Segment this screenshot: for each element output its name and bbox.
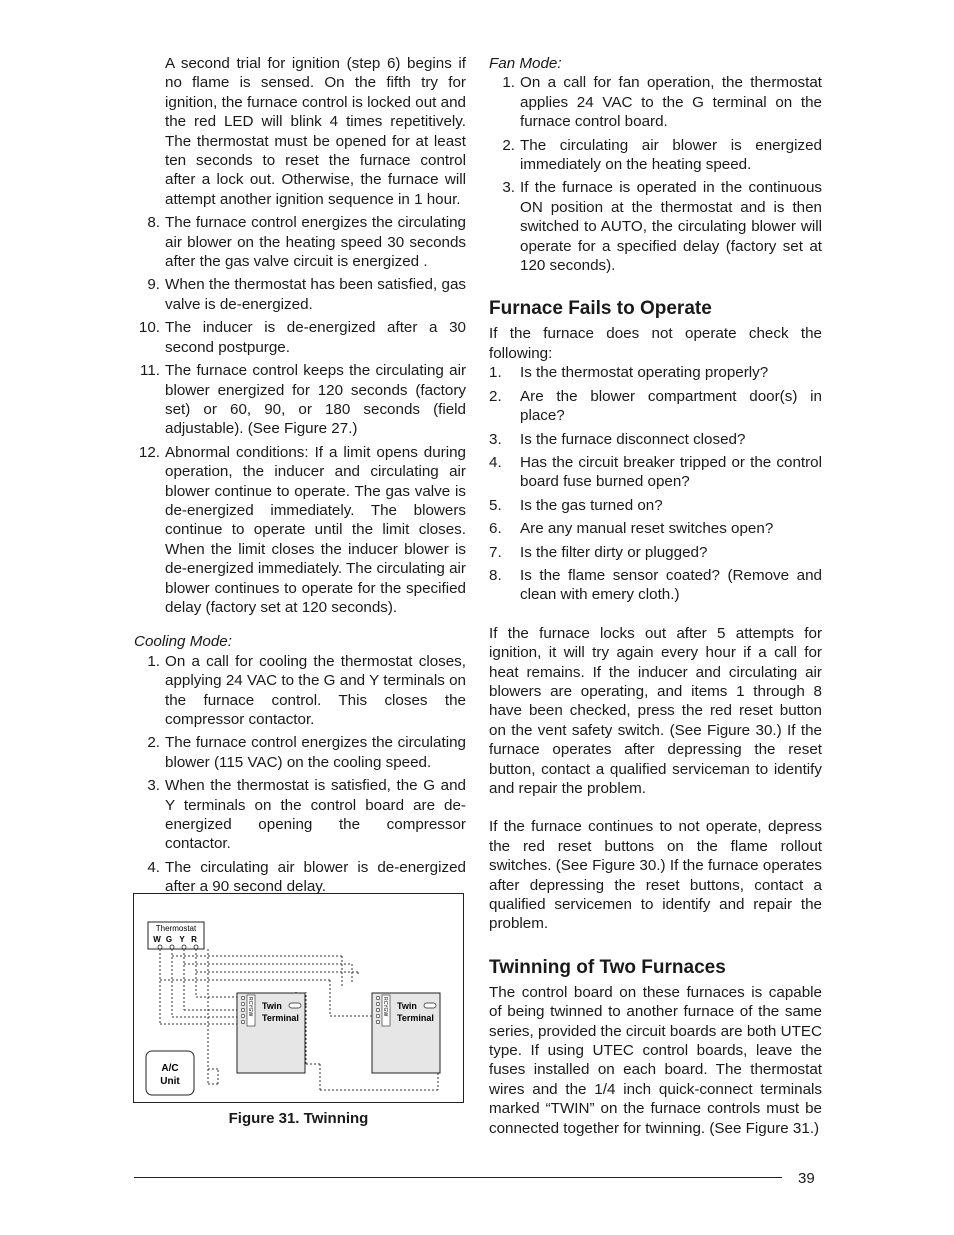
cooling-mode-title: Cooling Mode: xyxy=(134,633,232,651)
twin-label-1: Twin xyxy=(262,1001,282,1011)
cooling-step-number: 4. xyxy=(147,858,160,876)
check-item-text: Is the furnace disconnect closed? xyxy=(520,430,746,448)
left-column xyxy=(134,54,466,897)
heating-step xyxy=(134,443,466,618)
check-item xyxy=(489,453,822,492)
furnace-fails-intro: If the furnace does not operate check the following: xyxy=(489,325,822,362)
ac-unit-label-line2: Unit xyxy=(160,1076,180,1087)
cooling-step-number: 1. xyxy=(147,652,160,670)
heating-step-text: The furnace control energizes the circulating air blower on the heating speed 30 seconds after the gas valve circuit is energized . xyxy=(165,214,466,271)
heating-step-number: 9. xyxy=(147,276,160,294)
heating-step-text: The furnace control keeps the circulating air blower energized for 120 seconds (factory set) or 60, 90, or 180 seconds (field adjustable). (See Figure 27.) xyxy=(165,362,466,438)
figure-caption: Figure 31. Twinning xyxy=(228,1110,369,1127)
terminal-g: G xyxy=(165,935,173,944)
heating-step xyxy=(134,361,466,439)
check-item-text: Is the thermostat operating properly? xyxy=(520,364,769,382)
heating-step-text: When the thermostat has been satisfied, gas valve is de-energized. xyxy=(165,276,466,313)
thermostat-label: Thermostat xyxy=(155,924,197,933)
twinning-paragraph: The control board on these furnaces is capable of being twinned to another furnace of the same series, provided the circuit boards are both UTEC type. If using UTEC control boards, leave the fuses installed on each board. The thermostat wires and the 1/4 inch quick-connect terminals marked “TWIN” on the furnace controls must be connected together for twinning. (See Figure 31.) xyxy=(489,983,822,1137)
footer-rule xyxy=(134,1177,782,1178)
heating-step-number: 8. xyxy=(147,214,160,232)
lockout-paragraph: If the furnace locks out after 5 attempts for ignition, it will try again every hour if a call for heat remains. If the inducer and circulating air blowers are operating, and items 1 through 8 have been checked, press the red reset button on the vent safety switch. (See Figure 30.) If the furnace operates after depressing the reset button, contact a qualified serviceman to identify and repair the problem. xyxy=(489,624,822,797)
board-2-terminal-letters: RCYGW xyxy=(382,997,388,1017)
fan-step-number: 3. xyxy=(502,179,515,197)
check-item xyxy=(489,430,822,449)
heating-step xyxy=(134,275,466,314)
fan-step xyxy=(489,73,822,131)
heating-step-number: 12. xyxy=(138,443,160,461)
fan-mode-title: Fan Mode: xyxy=(489,55,562,72)
right-column xyxy=(489,54,822,1138)
check-item xyxy=(489,519,822,538)
fan-step xyxy=(489,178,822,275)
cooling-step xyxy=(134,652,466,730)
cooling-step xyxy=(134,858,466,897)
twin-label-2: Twin xyxy=(397,1001,417,1011)
heating-step xyxy=(134,213,466,271)
heating-step-text: Abnormal conditions: If a limit opens during operation, the inducer and circulating air blower continue to operate. The gas valve is de-energized immediately. The blowers continue to operate until the limit closes. When the limit closes the inducer blower is de-energized immediately. The circulating air blower continues to operate for the specified delay (factory set at 120 seconds). xyxy=(165,443,466,616)
check-item-text: Are the blower compartment door(s) in place? xyxy=(520,387,822,425)
check-item-number: 4. xyxy=(489,453,502,471)
heating-step-number: 10. xyxy=(138,319,160,337)
check-item-text: Is the filter dirty or plugged? xyxy=(520,543,708,561)
fan-step-text: If the furnace is operated in the continuous ON position at the thermostat and is then switched to AUTO, the circulating blower will operate for a specified delay (factory set at 120 seconds). xyxy=(520,179,822,275)
twinning-wiring-diagram xyxy=(134,894,465,1104)
furnace-fails-heading: Furnace Fails to Operate xyxy=(489,298,712,320)
cooling-step-text: The circulating air blower is de-energized after a 90 second delay. xyxy=(165,858,466,896)
check-item xyxy=(489,363,822,382)
fan-step xyxy=(489,136,822,175)
heating-step xyxy=(134,318,466,357)
heating-step-text: The inducer is de-energized after a 30 second postpurge. xyxy=(165,319,466,356)
check-item xyxy=(489,496,822,515)
terminal-w: W xyxy=(153,935,161,944)
terminal-label-1: Terminal xyxy=(262,1013,299,1023)
continues-paragraph: If the furnace continues to not operate, depress the red reset buttons on the flame rollout switches. (See Figure 30.) If the furnace operates after depressing the reset buttons, contact a qualified servicemen to identify and repair the problem. xyxy=(489,818,822,933)
cooling-step-text: When the thermostat is satisfied, the G and Y terminals on the control board are de-energized opening the compressor contactor. xyxy=(165,777,466,853)
check-item-number: 5. xyxy=(489,496,502,514)
check-item xyxy=(489,543,822,562)
check-item-text: Are any manual reset switches open? xyxy=(520,520,774,538)
fan-step-text: The circulating air blower is energized immediately on the heating speed. xyxy=(520,136,822,174)
twinning-heading: Twinning of Two Furnaces xyxy=(489,956,726,978)
ac-unit-label-line1: A/C xyxy=(161,1063,179,1074)
cooling-step-number: 3. xyxy=(147,777,160,795)
check-item xyxy=(489,566,822,605)
fan-step-number: 2. xyxy=(502,136,515,154)
cooling-step xyxy=(134,733,466,772)
fan-step-number: 1. xyxy=(502,74,515,92)
terminal-label-2: Terminal xyxy=(397,1013,434,1023)
twinning-figure xyxy=(133,893,464,1103)
terminal-y: Y xyxy=(179,935,185,944)
heating-step-number: 11. xyxy=(140,362,160,380)
cooling-step-text: The furnace control energizes the circulating blower (115 VAC) on the cooling speed. xyxy=(165,734,466,771)
check-item-text: Is the flame sensor coated? (Remove and clean with emery cloth.) xyxy=(520,566,822,604)
cooling-step-number: 2. xyxy=(147,734,160,752)
ignition-retry-paragraph: A second trial for ignition (step 6) begins if no flame is sensed. On the fifth try for ignition, the furnace control is locked out and the red LED will blink 4 times repetitively. The thermostat must be opened for at least ten seconds to reset the furnace control after a lock out. Otherwise, the furnace will attempt another ignition sequence in 1 hour. xyxy=(165,55,466,208)
check-item-number: 6. xyxy=(489,520,502,538)
check-item-number: 8. xyxy=(489,566,502,584)
check-item-number: 3. xyxy=(489,430,502,448)
cooling-step xyxy=(134,776,466,854)
fan-step-text: On a call for fan operation, the thermostat applies 24 VAC to the G terminal on the furnace control board. xyxy=(520,74,822,131)
cooling-step-text: On a call for cooling the thermostat closes, applying 24 VAC to the G and Y terminals on the furnace control. This closes the compressor contactor. xyxy=(165,652,466,728)
check-item-text: Is the gas turned on? xyxy=(520,496,663,514)
check-item xyxy=(489,387,822,426)
page-number: 39 xyxy=(798,1170,815,1187)
terminal-r: R xyxy=(191,935,197,944)
check-item-number: 7. xyxy=(489,543,502,561)
check-item-number: 2. xyxy=(489,387,502,405)
check-item-number: 1. xyxy=(489,364,502,382)
check-item-text: Has the circuit breaker tripped or the control board fuse burned open? xyxy=(520,453,822,491)
board-1-terminal-letters: RCYGW xyxy=(247,997,253,1017)
